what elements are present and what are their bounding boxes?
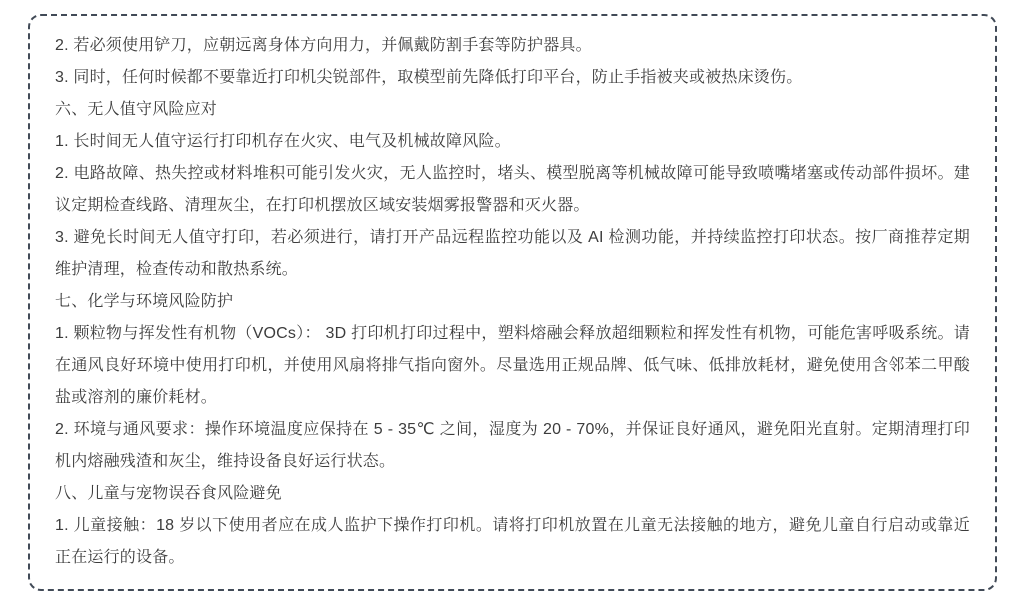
safety-list-item: 2. 环境与通风要求：操作环境温度应保持在 5 - 35℃ 之间，湿度为 20 - 70%，并保证良好通风，避免阳光直射。定期清理打印机内熔融残渣和灰尘，维持设备良好运行状态。 [55, 421, 970, 470]
safety-list-item: 2. 若必须使用铲刀，应朝远离身体方向用力，并佩戴防割手套等防护器具。 [55, 37, 592, 54]
section-heading-children-pets: 八、儿童与宠物误吞食风险避免 [55, 485, 282, 502]
section-heading-chemical-environment: 七、化学与环境风险防护 [55, 293, 234, 310]
safety-list-item: 3. 避免长时间无人值守打印，若必须进行，请打开产品远程监控功能以及 AI 检测功能，并持续监控打印状态。按厂商推荐定期维护清理，检查传动和散热系统。 [55, 229, 970, 278]
safety-list-item: 2. 电路故障、热失控或材料堆积可能引发火灾，无人监控时，堵头、模型脱离等机械故障可能导致喷嘴堵塞或传动部件损坏。建议定期检查线路、清理灰尘，在打印机摆放区域安装烟雾报警器和灭火器。 [55, 165, 970, 214]
safety-list-item: 1. 颗粒物与挥发性有机物（VOCs）： 3D 打印机打印过程中，塑料熔融会释放超细颗粒和挥发性有机物，可能危害呼吸系统。请在通风良好环境中使用打印机，并使用风扇将排气指向窗外。尽量选用正规品牌、低气味、低排放耗材，避免使用含邻苯二甲酸盐或溶剂的廉价耗材。 [55, 325, 970, 406]
section-heading-unattended-risk: 六、无人值守风险应对 [55, 101, 218, 118]
safety-list-item: 1. 长时间无人值守运行打印机存在火灾、电气及机械故障风险。 [55, 133, 511, 150]
safety-list-item: 1. 儿童接触：18 岁以下使用者应在成人监护下操作打印机。请将打印机放置在儿童无法接触的地方，避免儿童自行启动或靠近正在运行的设备。 [55, 517, 970, 566]
safety-list-item: 3. 同时，任何时候都不要靠近打印机尖锐部件，取模型前先降低打印平台，防止手指被夹或被热床烫伤。 [55, 69, 803, 86]
dashed-border-panel [28, 14, 997, 591]
